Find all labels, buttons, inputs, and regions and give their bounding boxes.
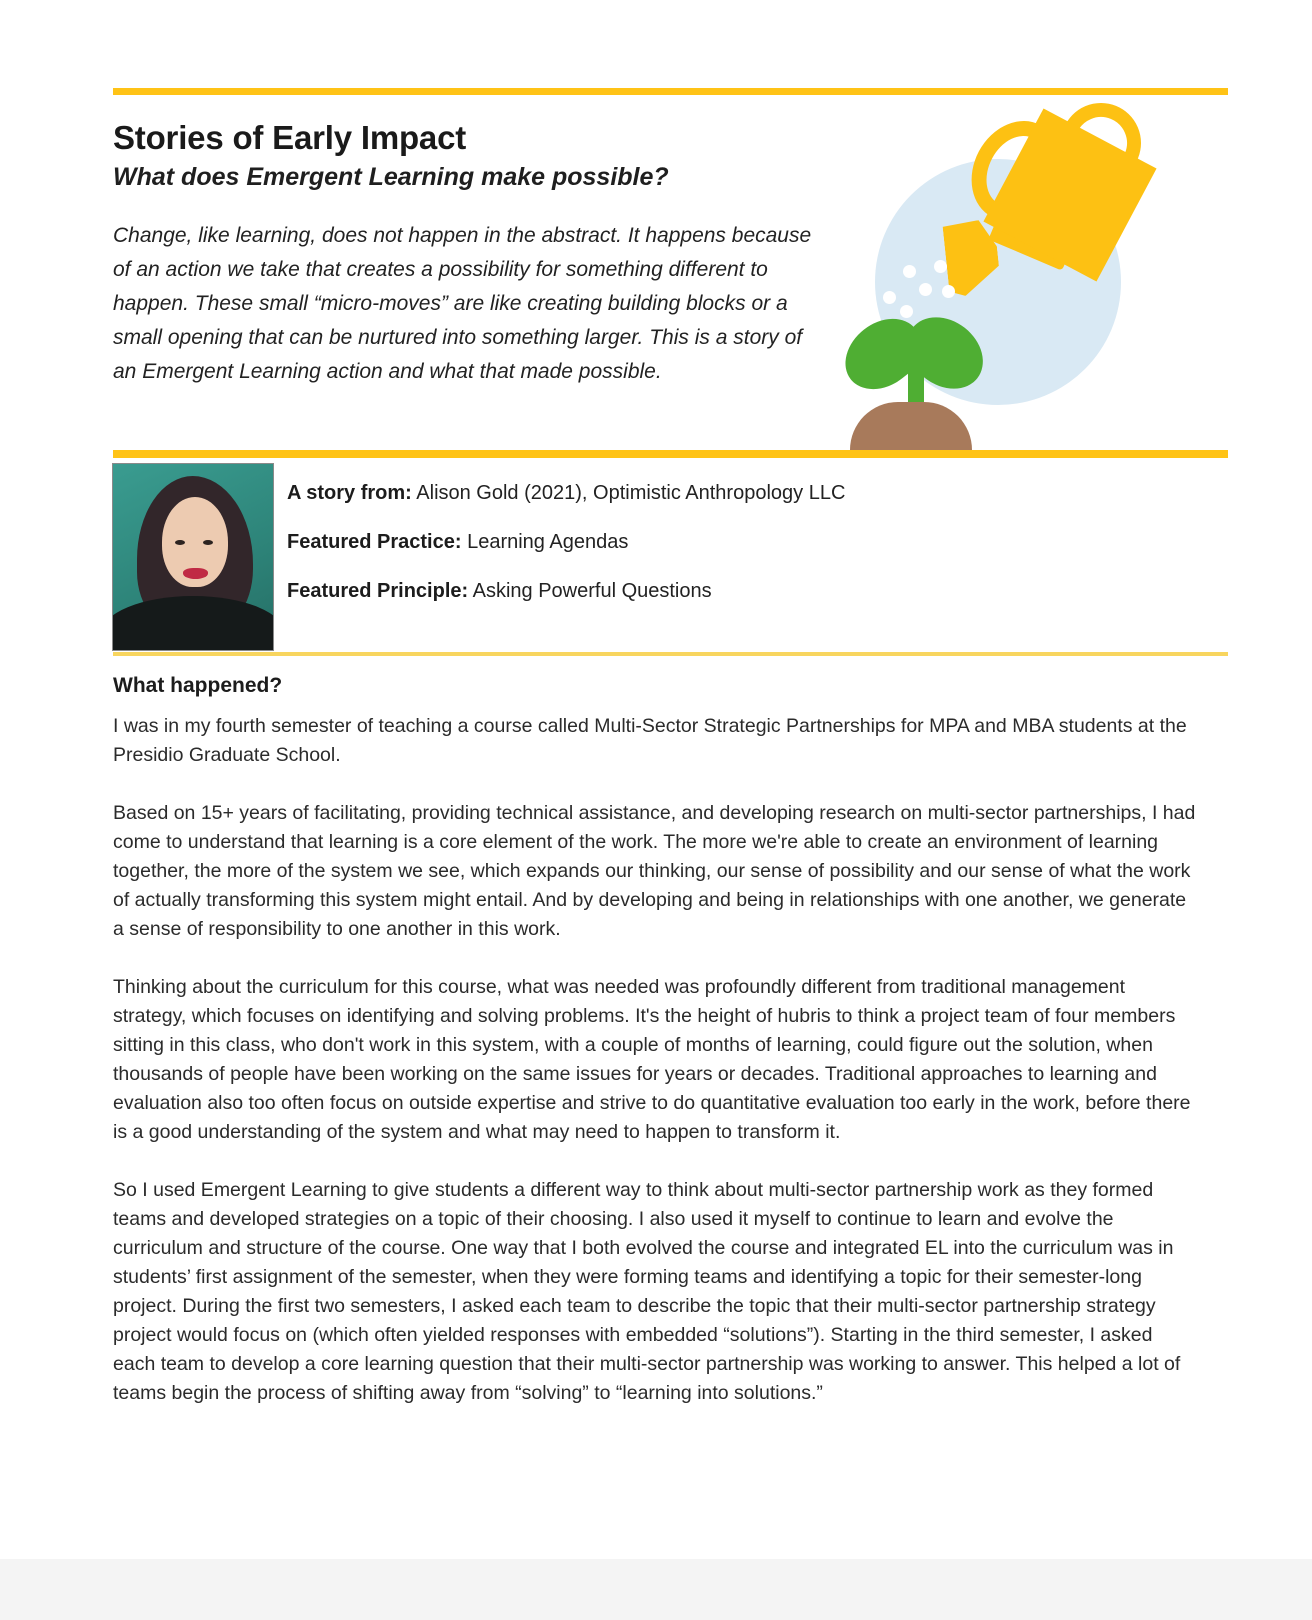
featured-practice-line	[287, 529, 845, 556]
portrait-lips	[183, 568, 208, 579]
story-from-label: A story from:	[287, 482, 412, 504]
featured-principle-line	[287, 578, 845, 605]
water-drop-icon	[903, 265, 916, 278]
page-bottom-gutter	[0, 1559, 1312, 1620]
thin-divider-rule	[113, 652, 1228, 656]
featured-practice-value: Learning Agendas	[467, 531, 629, 553]
top-divider-rule	[113, 88, 1228, 95]
header-section	[113, 95, 1228, 450]
page-subtitle: What does Emergent Learning make possible?	[113, 163, 669, 191]
middle-divider-rule	[113, 450, 1228, 458]
water-drop-icon	[942, 285, 955, 298]
header-text-column	[113, 95, 818, 389]
portrait-shoulders	[113, 596, 273, 650]
story-attribution-section	[113, 464, 1228, 650]
featured-principle-label: Featured Principle:	[287, 580, 469, 602]
water-drop-icon	[883, 291, 896, 304]
water-drop-icon	[934, 260, 947, 273]
portrait-eye	[203, 540, 213, 545]
watering-can-sprout-illustration	[828, 95, 1200, 450]
featured-principle-value: Asking Powerful Questions	[472, 580, 712, 602]
water-drop-icon	[900, 305, 913, 318]
featured-practice-label: Featured Practice:	[287, 531, 462, 553]
body-paragraph-4: So I used Emergent Learning to give students a different way to think about multi-sector partnership work as they formed teams and developed strategies on a topic of their choosing. I also used it myself to continue to learn and evolve the curriculum and structure of the course. One way that I both evolved the course and integrated EL into the curriculum was in students’ first assignment of the semester, when they were forming teams and identifying a topic for their semester-long project. During the first two semesters, I asked each team to describe the topic that their multi-sector partnership strategy project would focus on (which often yielded responses with embedded “solutions”). Starting in the third semester, I asked each team to develop a core learning question that their multi-sector partnership was working to answer. This helped a lot of teams begin the process of shifting away from “solving” to “learning into solutions.”	[113, 1179, 1181, 1404]
portrait-eye	[175, 540, 185, 545]
water-drop-icon	[919, 283, 932, 296]
soil-mound-icon	[850, 402, 972, 450]
page-title: Stories of Early Impact	[113, 119, 467, 156]
body-paragraph-3: Thinking about the curriculum for this course, what was needed was profoundly different from traditional management strategy, which focuses on identifying and solving problems. It's the height of hubris to think a project team of four members sitting in this class, who don't work in this system, with a couple of months of learning, could figure out the solution, when thousands of people have been working on the same issues for years or decades. Traditional approaches to learning and evaluation also too often focus on outside expertise and strive to do quantitative evaluation too early in the work, before there is a good understanding of the system and what may need to happen to transform it.	[113, 976, 1191, 1143]
body-paragraph-2: Based on 15+ years of facilitating, providing technical assistance, and developing research on multi-sector partnerships, I had come to understand that learning is a core element of the work. The more we're able to create an environment of learning together, the more of the system we see, which expands our thinking, our sense of possibility and our sense of what the work of actually transforming this system might entail. And by developing and being in relationships with one another, we generate a sense of responsibility to one another in this work.	[113, 802, 1196, 940]
story-from-line	[287, 480, 845, 507]
author-photo	[113, 464, 273, 650]
intro-paragraph: Change, like learning, does not happen in the abstract. It happens because of an action we take that creates a possibility for something different to happen. These small “micro-moves” are like creating building blocks or a small opening that can be nurtured into something larger. This is a story of an Emergent Learning action and what that made possible.	[113, 224, 812, 383]
story-meta-list	[273, 464, 845, 650]
story-from-value: Alison Gold (2021), Optimistic Anthropology LLC	[416, 482, 846, 504]
section-heading: What happened?	[113, 674, 283, 697]
body-paragraph-1: I was in my fourth semester of teaching a course called Multi-Sector Strategic Partnerships for MPA and MBA students at the Presidio Graduate School.	[113, 715, 1187, 766]
